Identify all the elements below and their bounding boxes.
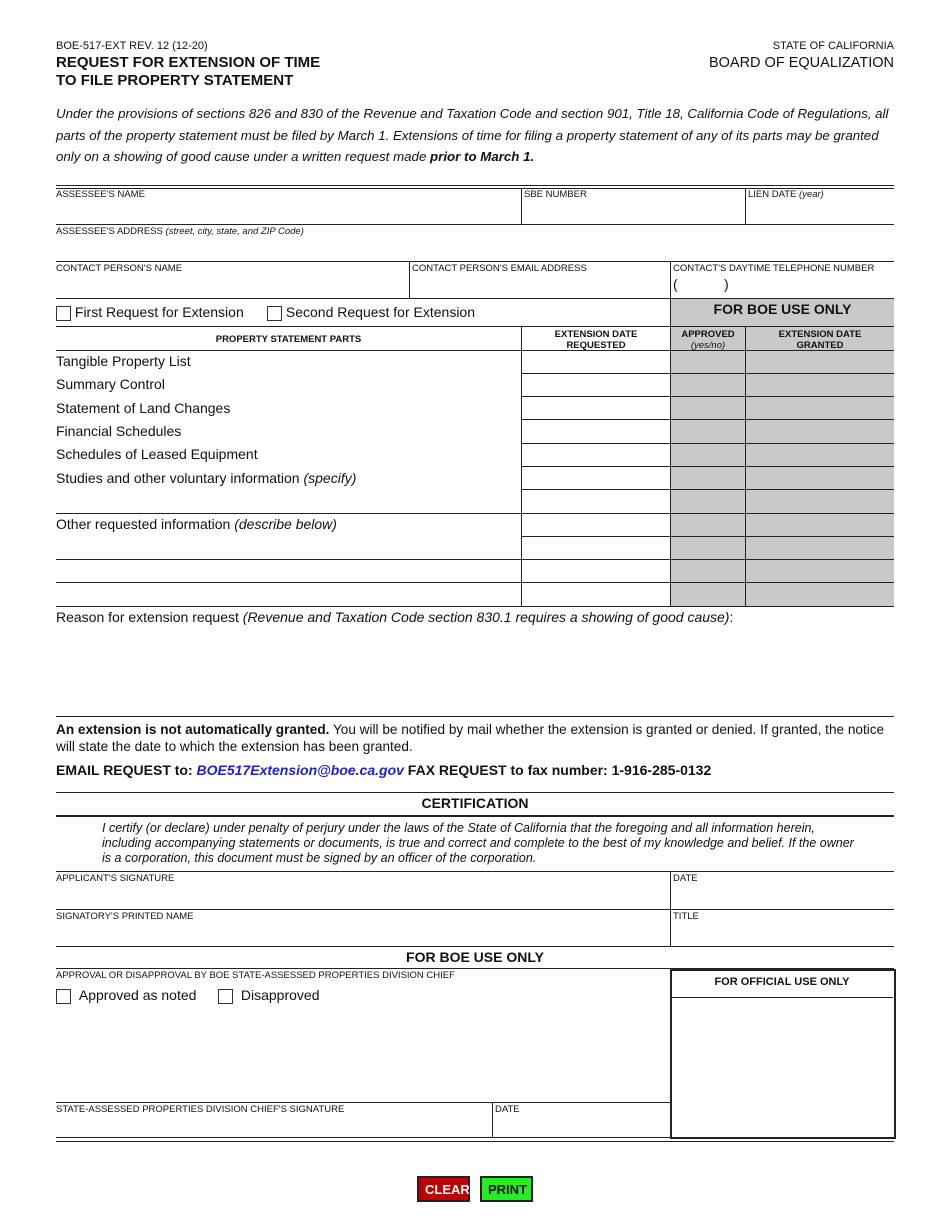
phone-number-input[interactable] [734, 278, 896, 294]
email-fax-line [56, 762, 711, 778]
reason-colon: : [729, 609, 734, 625]
approved-as-noted-label: Approved as noted [78, 987, 197, 1003]
disapproved-option[interactable] [218, 987, 320, 1004]
certification-title: CERTIFICATION [421, 795, 529, 811]
col-approved-note: (yes/no) [690, 340, 726, 351]
second-request-option[interactable] [267, 304, 475, 321]
cert-title-label: TITLE [673, 911, 699, 922]
intro-body: Under the provisions of sections 826 and 830 of the Revenue and Taxation Code and section 901, Title 18, California Code of Regulations, all parts of the property statement must be filed by March 1. Extensions of time for filing a property statement of any of its parts may be granted only on a showing of good cause under a written request made [56, 106, 889, 164]
second-request-label: Second Request for Extension [285, 304, 476, 320]
requested-date-input-1[interactable] [524, 353, 671, 371]
col-property-parts: PROPERTY STATEMENT PARTS [215, 334, 362, 345]
first-request-option[interactable] [56, 304, 244, 321]
disapproved-label: Disapproved [240, 987, 320, 1003]
approval-label: APPROVAL OR DISAPPROVAL BY BOE STATE-ASSESSED PROPERTIES DIVISION CHIEF [56, 970, 455, 981]
row-tangible-property-list: Tangible Property List [56, 353, 191, 369]
other-describe-input-2[interactable] [56, 562, 522, 580]
sbe-number-label: SBE NUMBER [524, 189, 587, 200]
other-describe-input-1[interactable] [56, 539, 522, 557]
chief-date-label: DATE [495, 1104, 520, 1115]
cert-date-label: DATE [673, 873, 698, 884]
contact-name-label: CONTACT PERSON'S NAME [56, 263, 183, 274]
phone-open-paren: ( [673, 276, 678, 292]
notice-bold: An extension is not automatically granted. [56, 722, 330, 737]
requested-date-input-3[interactable] [524, 399, 671, 417]
requested-date-input-6[interactable] [524, 469, 671, 487]
approved-as-noted-option[interactable] [56, 987, 196, 1004]
row-statement-land-changes: Statement of Land Changes [56, 400, 231, 416]
form-number: BOE-517-EXT REV. 12 (12-20) [56, 40, 208, 52]
contact-name-input[interactable] [56, 277, 410, 295]
contact-email-label: CONTACT PERSON'S EMAIL ADDRESS [412, 263, 587, 274]
col-extension-granted: EXTENSION DATE GRANTED [778, 329, 862, 351]
lien-date-input[interactable] [748, 203, 896, 221]
contact-email-input[interactable] [412, 277, 670, 295]
row-studies-note: (specify) [303, 470, 357, 486]
chief-signature-input[interactable] [56, 1118, 492, 1134]
state-label: STATE OF CALIFORNIA [772, 40, 894, 52]
form-title-line1: REQUEST FOR EXTENSION OF TIME [56, 54, 321, 71]
phone-area-code-input[interactable] [681, 278, 727, 294]
chief-date-input[interactable] [495, 1118, 671, 1134]
assessee-name-input[interactable] [56, 203, 520, 221]
lien-date-text: LIEN DATE [748, 189, 797, 200]
reason-note: (Revenue and Taxation Code section 830.1 requires a showing of good cause) [242, 609, 730, 625]
other-describe-input-3[interactable] [56, 585, 522, 603]
studies-specify-input[interactable] [56, 492, 522, 510]
print-button[interactable]: PRINT [480, 1176, 533, 1202]
boe-section-title: FOR BOE USE ONLY [406, 949, 544, 965]
form-title-line2: TO FILE PROPERTY STATEMENT [56, 72, 294, 89]
sbe-number-input[interactable] [524, 203, 746, 221]
official-use-box [670, 969, 896, 1139]
row-financial-schedules: Financial Schedules [56, 423, 182, 439]
cert-date-input[interactable] [673, 887, 896, 905]
col-approved [671, 329, 745, 351]
assessee-address-note: (street, city, state, and ZIP Code) [165, 226, 304, 237]
approved-as-noted-checkbox[interactable] [56, 989, 71, 1004]
cert-title-input[interactable] [673, 925, 896, 943]
printed-name-label: SIGNATORY'S PRINTED NAME [56, 911, 194, 922]
requested-date-input-5[interactable] [524, 446, 671, 464]
first-request-checkbox[interactable] [56, 306, 71, 321]
assessee-address-text: ASSESSEE'S ADDRESS [56, 226, 163, 237]
chief-signature-label: STATE-ASSESSED PROPERTIES DIVISION CHIEF'S SIGNATURE [56, 1104, 345, 1115]
row-leased-equipment: Schedules of Leased Equipment [56, 446, 258, 462]
row-other-requested [56, 516, 337, 532]
notice-body: You will be notified by mail whether the extension is granted or denied. If granted, the notice will state the date to which the extension has been granted. [56, 722, 885, 754]
row-studies-text: Studies and other voluntary information [56, 470, 304, 486]
requested-date-input-9[interactable] [524, 539, 671, 557]
row-studies-voluntary [56, 470, 356, 486]
requested-date-input-2[interactable] [524, 376, 671, 394]
printed-name-input[interactable] [56, 925, 670, 943]
applicant-signature-input[interactable] [56, 887, 670, 905]
phone-close-paren: ) [724, 276, 729, 292]
reason-textarea[interactable] [56, 630, 896, 710]
requested-date-input-10[interactable] [524, 562, 671, 580]
agency-label: BOARD OF EQUALIZATION [708, 55, 894, 71]
applicant-signature-label: APPLICANT'S SIGNATURE [56, 873, 175, 884]
requested-date-input-11[interactable] [524, 585, 671, 603]
official-use-heading: FOR OFFICIAL USE ONLY [714, 976, 850, 988]
row-summary-control: Summary Control [56, 376, 165, 392]
email-link[interactable]: BOE517Extension@boe.ca.gov [196, 762, 404, 778]
requested-date-input-7[interactable] [524, 492, 671, 510]
first-request-label: First Request for Extension [74, 304, 244, 320]
lien-date-note: (year) [799, 189, 824, 200]
row-other-note: (describe below) [234, 516, 337, 532]
boe-use-only-heading: FOR BOE USE ONLY [713, 301, 852, 317]
reason-label [56, 609, 733, 625]
second-request-checkbox[interactable] [267, 306, 282, 321]
email-prefix: EMAIL REQUEST to: [56, 762, 197, 778]
col-approved-text: APPROVED [681, 329, 735, 340]
contact-phone-label: CONTACT'S DAYTIME TELEPHONE NUMBER [673, 263, 875, 274]
assessee-address-label [56, 226, 304, 237]
disapproved-checkbox[interactable] [218, 989, 233, 1004]
row-other-text: Other requested information [56, 516, 235, 532]
notice-text [56, 721, 896, 755]
certification-text: I certify (or declare) under penalty of perjury under the laws of the State of California that the foregoing and all information herein, including accompanying statements or documents, is true and correct and complete to the best of my knowledge and belief. If the owner is a corporation, this document must be signed by an officer of the corporation. [102, 821, 854, 865]
assessee-name-label: ASSESSEE'S NAME [56, 189, 145, 200]
requested-date-input-8[interactable] [524, 516, 671, 534]
col-extension-requested: EXTENSION DATE REQUESTED [554, 329, 638, 351]
fax-text: FAX REQUEST to fax number: 1-916-285-0132 [403, 762, 712, 778]
intro-bold: prior to March 1. [430, 149, 535, 164]
assessee-address-input[interactable] [56, 240, 896, 258]
clear-button[interactable]: CLEAR [417, 1176, 470, 1202]
intro-text [56, 103, 896, 168]
reason-text: Reason for extension request [56, 609, 243, 625]
lien-date-label [748, 189, 824, 200]
form-title [56, 54, 320, 90]
requested-date-input-4[interactable] [524, 422, 671, 440]
